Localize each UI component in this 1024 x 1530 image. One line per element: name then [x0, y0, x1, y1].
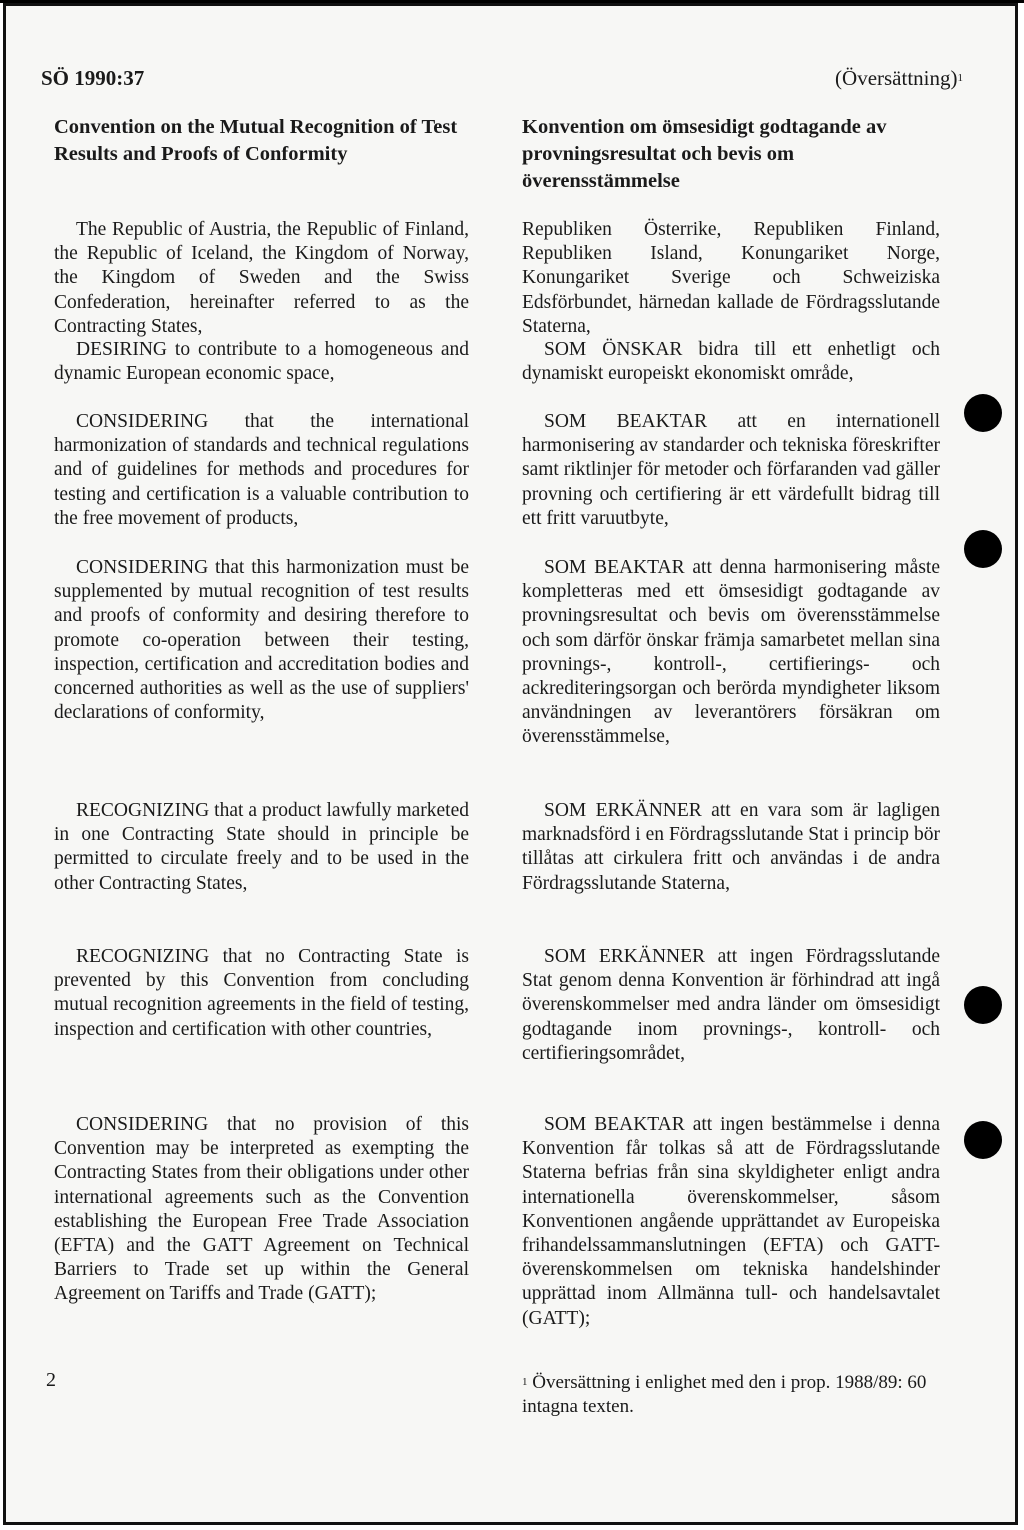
footnote-number: 1	[522, 1376, 528, 1388]
english-paragraph	[54, 945, 469, 1042]
swedish-title: Konvention om ömsesidigt godtagande av provningsresultat och bevis om överensstämmelse	[522, 116, 887, 192]
english-paragraph	[54, 338, 469, 386]
english-paragraph-text: CONSIDERING that no provision of this Convention may be interpreted as exempting the Contracting States from their obligations under other international agreements such as the Convention establishing the European Free Trade Association (EFTA) and the GATT Agreement on Technical Barriers to Trade set up within the General Agreement on Tariffs and Trade (GATT);	[54, 1114, 469, 1305]
swedish-paragraph	[522, 556, 940, 750]
page-number: 2	[46, 1369, 56, 1391]
swedish-paragraph-text: SOM BEAKTAR att ingen bestämmelse i denna Konvention får tolkas så att de Fördragsslutande Staterna befrias från sina skyldigheter enligt andra internationella överenskommelser, såsom Konventionen angående upprättandet av Europeiska frihandelssammanslutningen (EFTA) och GATT-överenskommelsen om tekniska handelshinder upprättad inom Allmänna tull- och handelsavtalet (GATT);	[522, 1114, 940, 1329]
translation-label	[763, 66, 963, 90]
swedish-paragraph	[522, 945, 940, 1066]
swedish-paragraph	[522, 1113, 940, 1331]
swedish-paragraph	[522, 799, 940, 896]
swedish-paragraph	[522, 338, 940, 386]
english-paragraph	[54, 410, 469, 531]
swedish-paragraph-text: SOM ERKÄNNER att en vara som är lagligen marknadsförd i en Fördragsslutande Stat i princip bör tillåtas att cirkulera fritt och användas i de andra Fördragsslutande Staterna,	[522, 800, 940, 894]
swedish-paragraph-text: SOM ÖNSKAR bidra till ett enhetligt och dynamiskt europeiskt ekonomiskt område,	[522, 339, 940, 385]
english-paragraph-text: RECOGNIZING that a product lawfully marketed in one Contracting State should in principle be permitted to circulate freely and to be used in the other Contracting States,	[54, 800, 469, 894]
english-paragraph-text: CONSIDERING that this harmonization must be supplemented by mutual recognition of test results and proofs of conformity and desiring therefore to promote co-operation between their testing, inspection, certification and accreditation bodies and concerned authorities as well as the use of suppliers' declarations of conformity,	[54, 557, 469, 724]
english-paragraph	[54, 799, 469, 896]
swedish-paragraph	[522, 410, 940, 531]
english-paragraph	[54, 218, 469, 339]
translation-label-text: (Översättning)	[835, 66, 958, 90]
margin-marker-dot	[964, 986, 1002, 1024]
english-paragraph-text: The Republic of Austria, the Republic of Finland, the Republic of Iceland, the Kingdom of Norway, the Kingdom of Sweden and the Swiss Confederation, hereinafter referred to as the Contracting States,	[54, 219, 469, 337]
english-title: Convention on the Mutual Recognition of Test Results and Proofs of Conformity	[54, 116, 458, 165]
footnote-marker: 1	[957, 72, 963, 84]
english-paragraph	[54, 556, 469, 725]
margin-marker-dot	[964, 1121, 1002, 1159]
margin-marker-dot	[964, 530, 1002, 568]
swedish-paragraph-text: Republiken Österrike, Republiken Finland, Republiken Island, Konungariket Norge, Konungariket Sverige och Schweiziska Edsförbundet, härnedan kallade de Fördragsslutande Staterna,	[522, 219, 940, 337]
swedish-paragraph-text: SOM BEAKTAR att en internationell harmonisering av standarder och tekniska föreskrifter samt riktlinjer för metoder och förfaranden vad gäller provning och certifiering är ett värdefullt bidrag till ett fritt varuutbyte,	[522, 411, 940, 529]
footnote-text: Översättning i enlighet med den i prop. 1988/89: 60 intagna texten.	[522, 1372, 927, 1417]
margin-marker-dot	[964, 394, 1002, 432]
document-reference: SÖ 1990:37	[41, 66, 145, 90]
english-paragraph-text: CONSIDERING that the international harmonization of standards and technical regulations and of guidelines for methods and procedures for testing and certification is a valuable contribution to the free movement of products,	[54, 411, 469, 529]
english-paragraph-text: DESIRING to contribute to a homogeneous and dynamic European economic space,	[54, 339, 469, 385]
swedish-paragraph-text: SOM BEAKTAR att denna harmonisering måste kompletteras med ett ömsesidigt godtagande av provningsresultat och bevis om överensstämmelse och som därför önskar främja samarbetet mellan sina provnings-, kontroll-, certifierings- och ackrediteringsorgan och berörda myndigheter liksom användningen av leverantörers försäkran om överensstämmelse,	[522, 557, 940, 748]
document-page	[3, 3, 1018, 1525]
english-paragraph-text: RECOGNIZING that no Contracting State is prevented by this Convention from concluding mutual recognition agreements in the field of testing, inspection and certification with other countries,	[54, 946, 469, 1040]
swedish-paragraph	[522, 218, 940, 339]
english-paragraph	[54, 1113, 469, 1307]
footnote	[522, 1371, 932, 1418]
swedish-paragraph-text: SOM ERKÄNNER att ingen Fördragsslutande Stat genom denna Konvention är förhindrad att ingå överenskommelser med andra länder om ömsesidigt godtagande inom provnings-, kontroll- och certifieringsområdet,	[522, 946, 940, 1064]
